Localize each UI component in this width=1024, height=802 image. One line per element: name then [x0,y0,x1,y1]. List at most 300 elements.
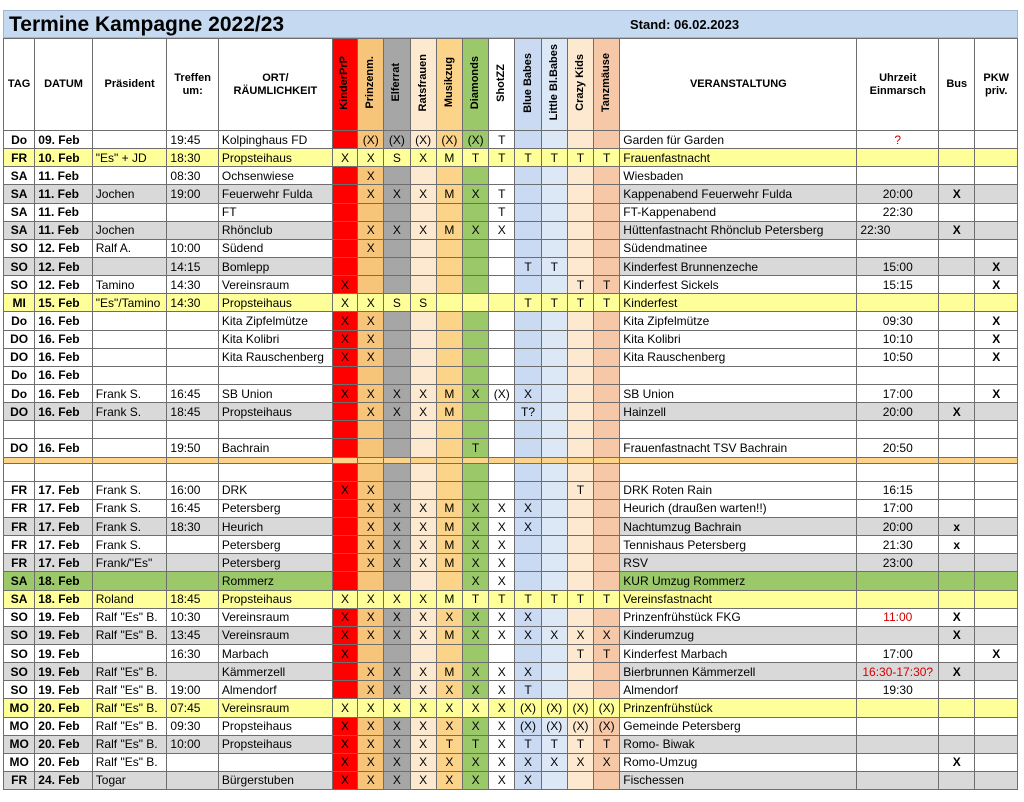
table-cell [167,203,218,221]
table-cell: T [567,735,593,753]
table-cell: X [541,626,567,644]
table-cell [939,257,975,275]
table-cell: Ralf "Es" B. [92,681,167,699]
table-cell [515,439,541,457]
table-cell [567,239,593,257]
table-cell [594,185,620,203]
table-cell: X [489,663,515,681]
table-cell [410,439,436,457]
table-cell: S [384,149,410,167]
table-cell: Hainzell [620,403,857,421]
table-cell [594,517,620,535]
table-cell: X [489,517,515,535]
table-cell: 11. Feb [35,221,93,239]
table-row [4,590,1018,608]
table-cell [541,330,567,348]
table-cell: 19. Feb [35,681,93,699]
table-cell [515,348,541,366]
table-cell [92,463,167,481]
table-cell: Do [4,384,35,402]
table-cell: X [594,753,620,771]
table-cell [939,330,975,348]
table-cell [410,276,436,294]
table-cell [541,167,567,185]
table-cell: X [975,330,1018,348]
table-cell [167,421,218,439]
table-cell: X [358,167,384,185]
table-cell: Propsteihaus [218,735,332,753]
table-cell [975,167,1018,185]
table-cell: Kita Kolibri [218,330,332,348]
table-cell: 18:45 [167,403,218,421]
table-cell: Ralf "Es" B. [92,735,167,753]
table-cell [857,753,939,771]
table-cell: X [436,699,462,717]
table-row [4,463,1018,481]
table-cell [567,681,593,699]
table-cell: 20:00 [857,403,939,421]
table-cell [515,312,541,330]
table-cell: Prinzenfrühstück [620,699,857,717]
table-cell [515,185,541,203]
table-cell: X [358,536,384,554]
table-cell [462,203,488,221]
table-cell [567,663,593,681]
table-cell: Fischessen [620,771,857,789]
table-cell: X [975,384,1018,402]
table-cell [939,149,975,167]
table-cell: M [436,626,462,644]
table-cell: (X) [541,699,567,717]
table-cell: 17. Feb [35,536,93,554]
table-cell: Kinderfest Brunnenzeche [620,257,857,275]
table-cell [384,276,410,294]
table-cell [541,681,567,699]
table-cell [541,517,567,535]
table-cell: T [541,590,567,608]
table-cell [567,203,593,221]
table-cell: X [489,717,515,735]
table-row [4,149,1018,167]
table-cell: X [384,384,410,402]
table-cell: X [358,185,384,203]
table-cell [939,203,975,221]
table-cell: 22:30 [857,221,939,239]
table-cell [410,463,436,481]
sheet-title: Termine Kampagne 2022/23 [9,13,285,36]
table-cell: T [567,294,593,312]
table-cell: Vereinsraum [218,699,332,717]
table-cell: 22:30 [857,203,939,221]
table-cell: (X) [594,717,620,735]
table-cell [332,167,357,185]
table-cell [541,366,567,384]
table-cell: 11. Feb [35,167,93,185]
table-cell: 16:15 [857,481,939,499]
table-cell: X [332,330,357,348]
table-cell: 07:45 [167,699,218,717]
table-cell: (X) [436,131,462,149]
table-cell: Wiesbaden [620,167,857,185]
table-cell: Ralf "Es" B. [92,663,167,681]
table-cell [975,681,1018,699]
table-cell [975,421,1018,439]
table-cell [462,366,488,384]
table-cell: Kinderfest Sickels [620,276,857,294]
table-cell [92,312,167,330]
table-cell: SO [4,626,35,644]
table-cell [410,348,436,366]
table-cell [436,366,462,384]
table-cell: Marbach [218,644,332,662]
table-cell [594,403,620,421]
table-row [4,384,1018,402]
table-cell [436,294,462,312]
table-cell: Frauenfastnacht [620,149,857,167]
table-cell: X [489,536,515,554]
table-cell: X [384,403,410,421]
table-cell [541,644,567,662]
table-cell [515,276,541,294]
table-cell [939,276,975,294]
table-cell: Petersberg [218,536,332,554]
table-cell [167,536,218,554]
table-cell [567,312,593,330]
table-row [4,366,1018,384]
table-cell: X [410,699,436,717]
table-cell: 20. Feb [35,717,93,735]
column-header: Diamonds [462,39,488,131]
table-cell: 19:00 [167,681,218,699]
table-cell: MO [4,717,35,735]
table-cell: X [332,312,357,330]
table-cell: 19. Feb [35,626,93,644]
table-cell [975,294,1018,312]
table-cell [489,312,515,330]
table-cell: Bürgerstuben [218,771,332,789]
column-header: PKW priv. [975,39,1018,131]
table-cell [358,439,384,457]
table-cell: Ralf "Es" B. [92,753,167,771]
table-cell: SO [4,257,35,275]
table-cell [594,572,620,590]
column-header: Präsident [92,39,167,131]
table-row [4,681,1018,699]
column-header: Elferrat [384,39,410,131]
table-cell [332,403,357,421]
table-cell [358,644,384,662]
table-cell: Ochsenwiese [218,167,332,185]
table-cell: SA [4,221,35,239]
table-cell: Roland [92,590,167,608]
table-cell: 16:00 [167,481,218,499]
table-cell: DO [4,330,35,348]
table-cell: FR [4,554,35,572]
table-cell [462,330,488,348]
table-cell: X [489,499,515,517]
table-cell: 18. Feb [35,590,93,608]
table-cell [567,554,593,572]
table-cell [515,572,541,590]
table-cell: T [567,481,593,499]
table-cell: Almendorf [218,681,332,699]
table-cell [975,608,1018,626]
table-cell: 15. Feb [35,294,93,312]
table-cell [332,439,357,457]
table-cell [594,771,620,789]
table-cell [975,590,1018,608]
table-cell: SO [4,239,35,257]
table-cell [939,717,975,735]
table-cell: T [515,294,541,312]
table-cell [332,663,357,681]
table-cell: Do [4,131,35,149]
table-cell [975,554,1018,572]
table-row [4,131,1018,149]
table-cell [332,499,357,517]
table-cell [975,517,1018,535]
table-cell: T [489,131,515,149]
table-cell [594,421,620,439]
table-cell: X [332,608,357,626]
table-cell [92,348,167,366]
table-cell: 10. Feb [35,149,93,167]
table-cell [515,536,541,554]
table-cell: 16. Feb [35,330,93,348]
column-header: ORT/ RÄUMLICHKEIT [218,39,332,131]
table-cell [939,681,975,699]
table-cell: X [410,403,436,421]
table-cell [384,421,410,439]
table-cell: X [332,149,357,167]
table-cell: Frauenfastnacht TSV Bachrain [620,439,857,457]
table-cell: X [462,699,488,717]
table-cell [462,257,488,275]
column-header: Crazy Kids [567,39,593,131]
table-cell [939,421,975,439]
table-cell: 23:00 [857,554,939,572]
table-cell: X [358,699,384,717]
column-header: Blue Babes [515,39,541,131]
column-header: Bus [939,39,975,131]
table-cell [541,421,567,439]
table-cell: Ralf A. [92,239,167,257]
table-cell: M [436,517,462,535]
table-cell [436,276,462,294]
table-cell: X [489,221,515,239]
table-cell: X [462,717,488,735]
table-cell: KUR Umzug Rommerz [620,572,857,590]
table-cell [384,203,410,221]
column-header: Prinzenm. [358,39,384,131]
table-cell: T [515,735,541,753]
table-cell [515,481,541,499]
table-cell: X [410,626,436,644]
table-row [4,771,1018,789]
table-cell: DO [4,348,35,366]
table-cell [92,644,167,662]
table-cell [35,463,93,481]
table-cell: X [939,608,975,626]
table-row [4,735,1018,753]
table-cell: Ralf "Es" B. [92,626,167,644]
table-cell [218,753,332,771]
table-row [4,403,1018,421]
table-cell: 12. Feb [35,276,93,294]
table-cell: T [594,735,620,753]
table-cell [975,735,1018,753]
table-row [4,221,1018,239]
table-cell [975,626,1018,644]
table-cell [939,644,975,662]
table-cell [462,239,488,257]
table-row [4,294,1018,312]
table-row [4,439,1018,457]
table-cell [489,239,515,257]
table-cell: X [515,626,541,644]
table-cell [594,239,620,257]
table-cell [975,131,1018,149]
table-cell: Jochen [92,221,167,239]
table-cell: X [332,481,357,499]
table-cell [167,753,218,771]
table-cell [939,590,975,608]
table-cell: Kita Zipfelmütze [620,312,857,330]
table-cell [92,439,167,457]
table-cell: X [462,572,488,590]
table-row [4,421,1018,439]
table-cell [594,463,620,481]
table-cell [541,203,567,221]
table-cell: X [384,536,410,554]
table-cell: X [515,753,541,771]
table-cell: T [541,257,567,275]
table-cell [384,439,410,457]
table-cell: X [515,499,541,517]
table-cell: 10:10 [857,330,939,348]
table-cell: X [332,699,357,717]
table-cell [975,499,1018,517]
table-cell: (X) [358,131,384,149]
table-cell: X [410,590,436,608]
table-cell [358,366,384,384]
table-cell [167,366,218,384]
table-cell: 20. Feb [35,735,93,753]
table-cell: T [567,644,593,662]
table-cell [541,131,567,149]
table-cell [462,421,488,439]
table-cell [975,481,1018,499]
table-cell: T [515,257,541,275]
table-cell: X [515,608,541,626]
table-cell [462,312,488,330]
table-cell: 12. Feb [35,257,93,275]
table-cell [541,384,567,402]
table-cell [939,167,975,185]
table-cell: 16:30 [167,644,218,662]
table-cell [436,463,462,481]
table-cell [594,221,620,239]
table-cell [975,403,1018,421]
table-cell [515,463,541,481]
table-cell [410,312,436,330]
table-cell: X [384,608,410,626]
table-cell [436,330,462,348]
table-cell [541,403,567,421]
table-cell: Kita Kolibri [620,330,857,348]
table-cell: 19:30 [857,681,939,699]
table-cell: 11. Feb [35,203,93,221]
table-cell: 16. Feb [35,439,93,457]
table-row [4,608,1018,626]
table-cell: X [567,753,593,771]
table-cell [515,131,541,149]
table-row [4,753,1018,771]
table-cell: (X) [594,699,620,717]
table-cell [384,366,410,384]
table-cell: Vereinsfastnacht [620,590,857,608]
table-cell: 14:30 [167,294,218,312]
table-cell: 19. Feb [35,608,93,626]
table-cell: X [410,149,436,167]
table-cell: Kolpinghaus FD [218,131,332,149]
table-cell [92,131,167,149]
table-cell: MO [4,699,35,717]
table-cell: X [384,663,410,681]
table-cell [975,699,1018,717]
table-cell [594,330,620,348]
table-cell: X [358,221,384,239]
table-cell [332,463,357,481]
table-cell: X [436,717,462,735]
table-cell [410,481,436,499]
table-cell: X [384,771,410,789]
column-header: DATUM [35,39,93,131]
table-cell: X [489,771,515,789]
column-header: Uhrzeit Einmarsch [857,39,939,131]
table-cell: 16. Feb [35,312,93,330]
table-cell: X [410,681,436,699]
table-cell: X [384,554,410,572]
table-cell: X [489,608,515,626]
table-cell [92,572,167,590]
table-cell [620,463,857,481]
table-cell [975,439,1018,457]
table-cell [939,439,975,457]
column-header: TAG [4,39,35,131]
table-cell [857,463,939,481]
table-cell: X [489,753,515,771]
table-cell [436,312,462,330]
table-cell: Garden für Garden [620,131,857,149]
table-cell: M [436,384,462,402]
table-cell: Prinzenfrühstück FKG [620,608,857,626]
table-cell: X [358,753,384,771]
table-cell: RSV [620,554,857,572]
table-cell: T [541,294,567,312]
table-cell [567,608,593,626]
table-cell: X [489,554,515,572]
table-cell: X [358,554,384,572]
table-cell [541,348,567,366]
table-cell [939,312,975,330]
table-cell: 17. Feb [35,517,93,535]
table-cell: T [594,644,620,662]
table-cell: (X) [515,717,541,735]
table-cell: Petersberg [218,499,332,517]
table-cell: Südend [218,239,332,257]
table-cell: Kita Rauschenberg [620,348,857,366]
